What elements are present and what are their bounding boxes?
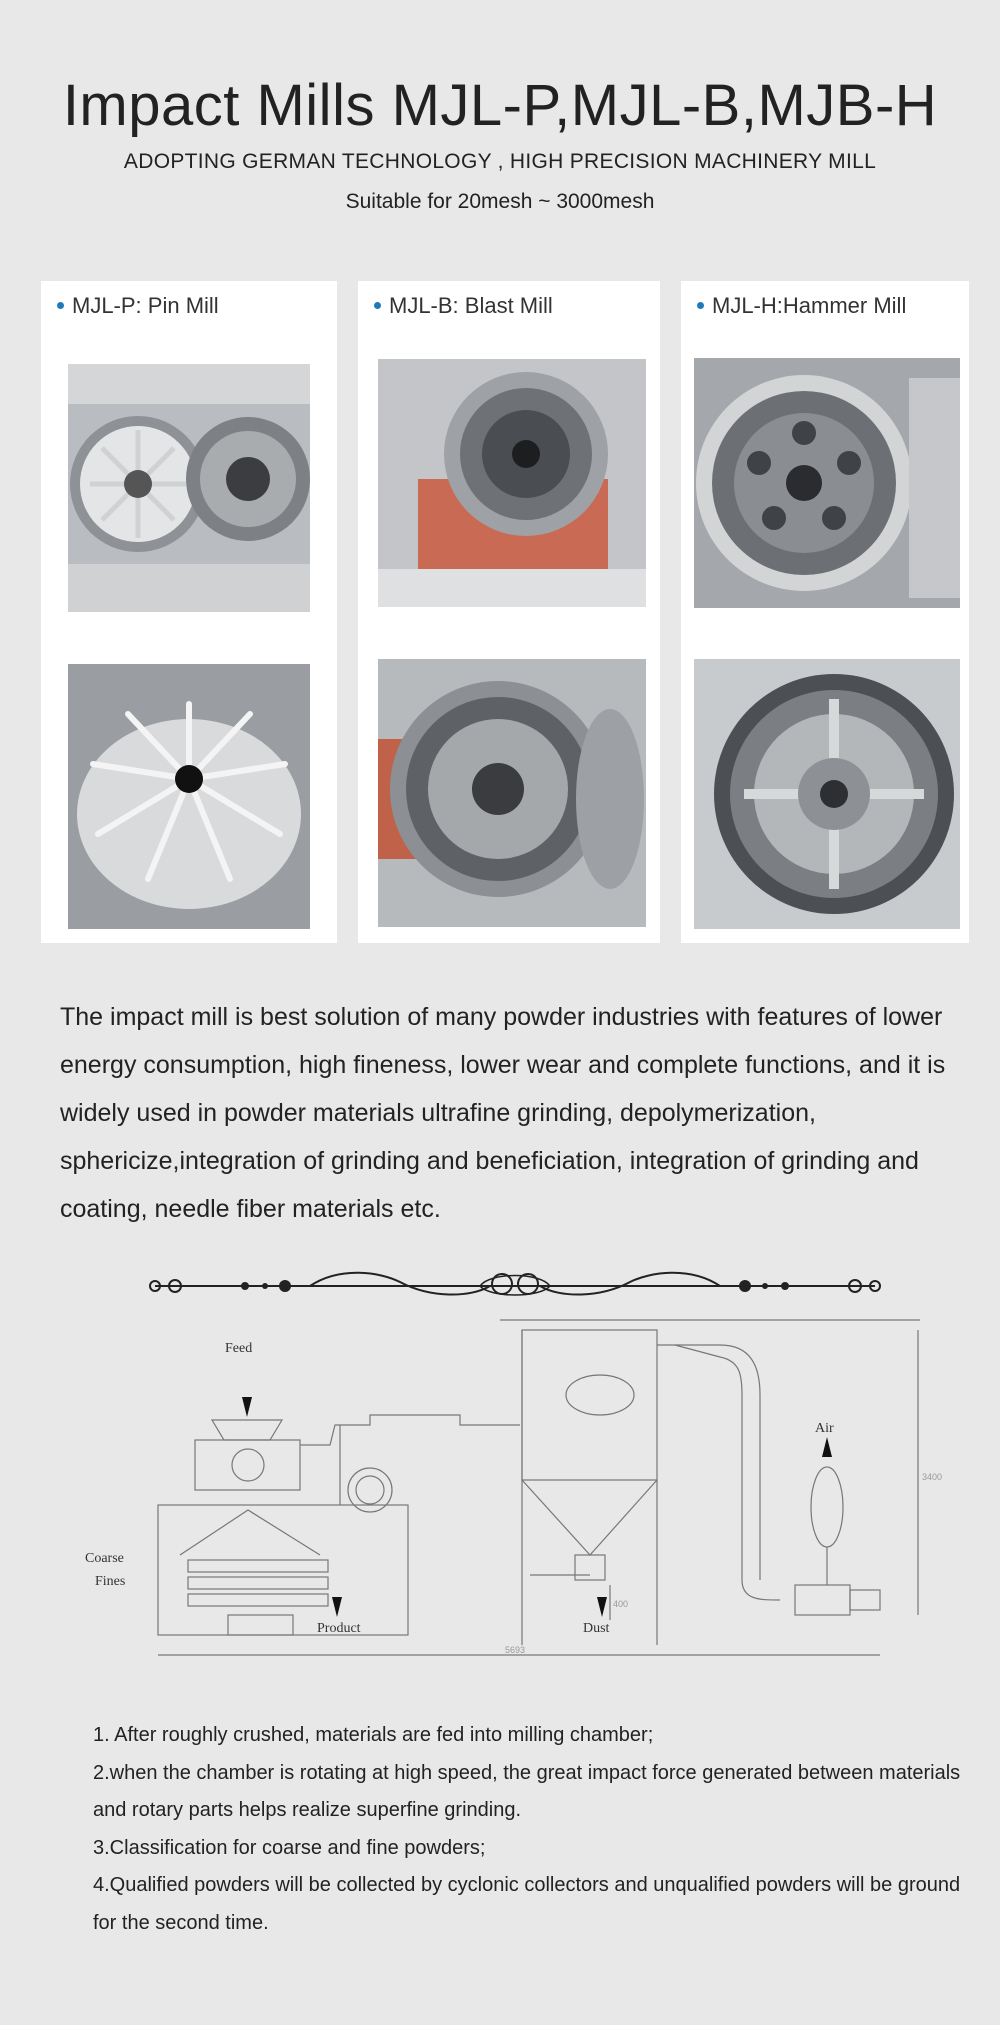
label-feed: Feed (225, 1341, 253, 1356)
label-fines: Fines (95, 1574, 126, 1589)
dim-small: 400 (613, 1599, 629, 1609)
blast-mill-photo (378, 359, 646, 607)
label-dust: Dust (583, 1621, 610, 1636)
blast-mill-detail-photo (378, 659, 646, 927)
process-steps (93, 1717, 963, 1942)
product-label-text: MJL-H:Hammer Mill (712, 293, 907, 318)
bullet-icon (697, 302, 704, 309)
hammer-rotor-photo (694, 659, 960, 929)
process-flow-diagram (70, 1315, 950, 1665)
product-label (374, 293, 553, 319)
dim-height: 3400 (922, 1472, 943, 1482)
product-label (57, 293, 219, 319)
step-2: 2.when the chamber is rotating at high speed, the great impact force generated between materials and rotary parts helps realize superfine grinding. (93, 1761, 961, 1821)
label-product: Product (317, 1621, 361, 1636)
label-coarse: Coarse (85, 1551, 124, 1566)
page-title: Impact Mills MJL-P,MJL-B,MJB-H (62, 73, 938, 138)
mesh-range: Suitable for 20mesh ~ 3000mesh (345, 190, 655, 213)
label-air: Air (815, 1421, 834, 1436)
pin-mill-open-photo (68, 364, 310, 612)
description-paragraph: The impact mill is best solution of many powder industries with features of lower energy consumption, high fineness, lower wear and complete functions, and it is widely used in powder materials ultrafine grinding, depolymerization, sphericize,integration of grinding and beneficiation, integration of grinding and coating, needle fiber materials etc. (60, 1003, 946, 1223)
step-3: 3.Classification for coarse and fine powders; (93, 1836, 486, 1859)
bullet-icon (57, 302, 64, 309)
product-card-pin-mill (41, 281, 337, 943)
step-1: 1. After roughly crushed, materials are fed into milling chamber; (93, 1724, 654, 1746)
product-card-blast-mill (358, 281, 660, 943)
step-4: 4.Qualified powders will be collected by cyclonic collectors and unqualified powders will be ground for the second time. (93, 1874, 961, 1934)
product-label (697, 293, 906, 319)
product-label-text: MJL-B: Blast Mill (389, 293, 553, 318)
product-label-text: MJL-P: Pin Mill (72, 293, 219, 318)
dim-width: 5693 (505, 1645, 526, 1655)
product-card-hammer-mill (681, 281, 969, 943)
ornamental-divider (140, 1268, 890, 1304)
bullet-icon (374, 302, 381, 309)
page-subtitle: ADOPTING GERMAN TECHNOLOGY , HIGH PRECISION MACHINERY MILL (123, 150, 877, 173)
hammer-mill-photo (694, 358, 960, 608)
pin-rotor-photo (68, 664, 310, 929)
